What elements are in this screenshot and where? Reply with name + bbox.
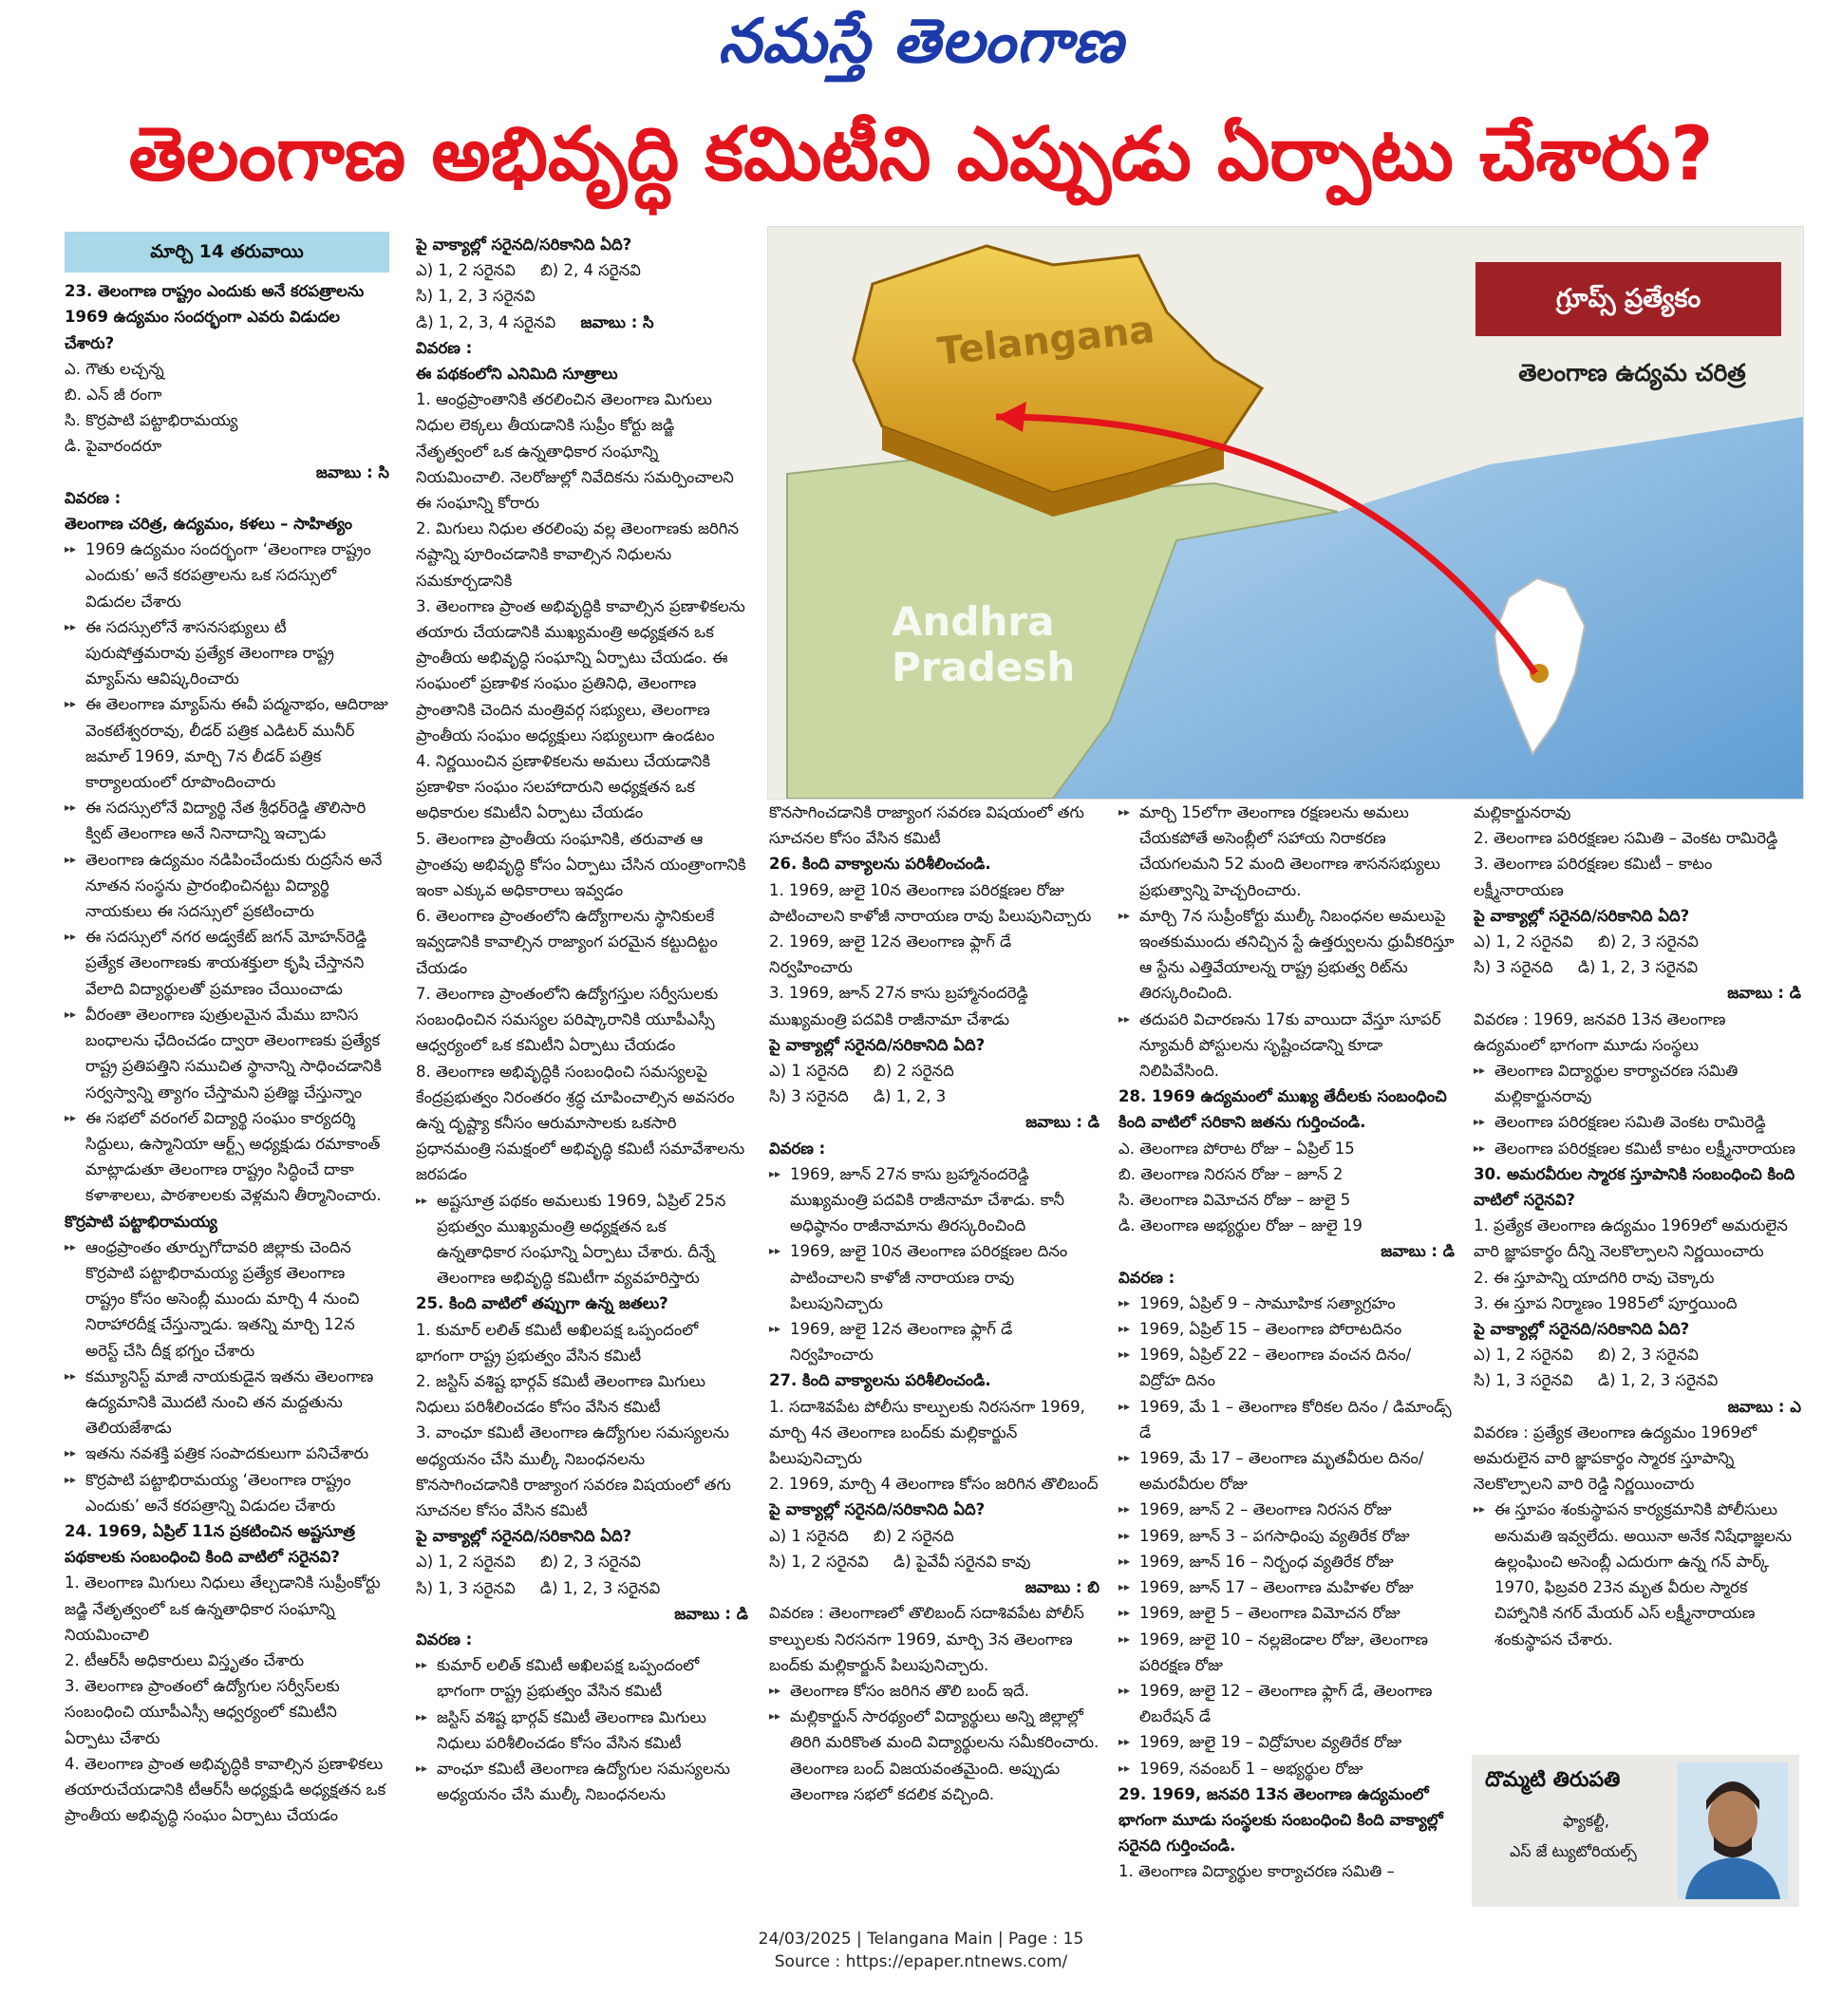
statement: 1. సదాశివపేట పోలీసు కాల్పులకు నిరసనగా 1969, మార్చి 4న తెలంగాణ బంద్‌కు మల్లికార్జున్ పిలుపునిచ్చారు [769,1397,1085,1468]
topic-heading: తెలంగాణ చరిత్ర, ఉద్యమం, కళలు – సాహిత్యం [65,515,352,534]
date-item: ▸▸ 1969, నవంబర్ 1 – అభ్యర్థుల రోజు [1118,1756,1455,1781]
option [1474,1342,1801,1367]
question: పై వాక్యాల్లో సరైనది/సరికానిది ఏది? [769,1035,986,1054]
option-c: సి) 1, 3 సరైనవి [1474,1371,1573,1390]
bullet: ▸▸ వాంఛూ కమిటీ తెలంగాణ ఉద్యోగుల సమస్యలను అధ్యయనం చేసి ముల్కీ నిబంధనలను [416,1756,748,1807]
bullet: ▸▸ తెలంగాణ పరిరక్షణల సమితి వెంకట రామిరెడ్డి [1474,1109,1801,1135]
map-label-telangana: Telangana [935,308,1157,374]
option-a: ఎ) 1 సరైనది [769,1062,849,1081]
column-5 [1474,800,1801,1749]
option-b: బి) 2, 3 సరైనవి [540,1553,641,1572]
statement: 2. టీఆర్‌సీ అధికారులు విస్తృతం చేశారు [65,1650,305,1669]
bullet: ▸▸ కమ్యూనిస్ట్ మాజీ నాయకుడైన ఇతను తెలంగాణ ఉద్యమానికి మొదటి నుంచి తన మద్దతును తెలియజేశాడు [65,1364,389,1441]
option-d: డి) 1, 2, 3 సరైనవి [1577,958,1699,977]
question-24: 24. 1969, ఏప్రిల్ 11న ప్రకటించిన అష్టసూత్ర పథకాలకు సంబంధించి కింది వాటిలో సరైనవి? [65,1521,355,1567]
person-icon [1678,1762,1788,1899]
point: 1. ఆంధ్రప్రాంతానికి తరలించిన తెలంగాణ మిగులు నిధుల లెక్కలు తీయడానికి సుప్రీం కోర్టు జడ్జి నేతృత్వంలో ఒక ఉన్నతాధికార సంఘాన్ని నియమించాలి. నెలరోజుల్లో నివేదికను సమర్పించాలని ఈ సంఘాన్ని కోరారు [416,390,734,513]
option [769,1058,1100,1083]
bullet: ▸▸ 1969, జులై 10న తెలంగాణ పరిరక్షణల దినం పాటించాలని కాళోజీ నారాయణ రావు పిలుపునిచ్చారు [769,1238,1100,1316]
date-item: ▸▸ 1969, జూన్ 16 – నిర్బంధ వ్యతిరేక రోజు [1118,1549,1455,1574]
bullet: ▸▸ ఈ సదస్సులోనే శాసనసభ్యులు టీ పురుషోత్తమరావు ప్రత్యేక తెలంగాణ రాష్ట్ర మ్యాప్‌ను ఆవిష్కరించారు [65,614,389,692]
bullet: ▸▸ తెలంగాణ ఉద్యమం నడిపించేందుకు రుద్రసేన అనే నూతన సంస్థను ప్రారంభించినట్టు విద్యార్థి నాయకులు ఈ సదస్సులో ప్రకటించారు [65,847,389,925]
bullet: ▸▸ మార్చి 7న సుప్రీంకోర్టు ముల్కీ నిబంధనల అమలుపై ఇంతకుముందు తనిచ్చిన స్టే ఉత్తర్వులను ధ్రువీకరిస్తూ ఆ స్టేను ఎత్తివేయాలన్న రాష్ట్ర ప్రభుత్వ రిట్‌ను తిరస్కరించింది. [1118,903,1455,1007]
line: మల్లికార్జునరావు [1474,803,1571,821]
bullet: ▸▸ ఇతను నవశక్తి పత్రిక సంపాదకులుగా పనిచేశారు [65,1441,389,1466]
option: డి. తెలంగాణ అభ్యర్థుల రోజు – జులై 19 [1118,1216,1363,1235]
bullet: ▸▸ 1969 ఉద్యమం సందర్భంగా ‘తెలంగాణ రాష్ట్రం ఎందుకు’ అనే కరపత్రాలను ఒక సదస్సులో విడుదల చేశారు [65,537,389,614]
section-subtitle: తెలంగాణ ఉద్యమ చరిత్ర [1518,359,1746,386]
point: 6. తెలంగాణ ప్రాంతంలోని ఉద్యోగాలను స్థానికులకే ఇవ్వడానికి కావాల్సిన రాజ్యాంగ పరమైన కట్టుదిట్టం చేయడం [416,907,718,977]
answer: జవాబు : సి [315,462,389,481]
statement: 1. తెలంగాణ విద్యార్థుల కార్యాచరణ సమితి – [1118,1862,1395,1881]
point: 2. మిగులు నిధుల తరలింపు వల్ల తెలంగాణకు జరిగిన నష్టాన్ని పూరించడానికి కావాల్సిన నిధులను సమకూర్చడానికి [416,519,739,590]
footer-date-page: 24/03/2025 | Telangana Main | Page : 15 [758,1930,1084,1949]
statement: 4. తెలంగాణ ప్రాంత అభివృద్ధికి కావాల్సిన ప్రణాళికలు తయారుచేయడానికి టీఆర్‌సీ అధ్యక్షుడి అధ్యక్షతన ఒక ప్రాంతీయ అభివృద్ధి సంఘం ఏర్పాటు చేయడం [65,1754,386,1825]
bullet: ▸▸ 1969, జూన్ 27న కాసు బ్రహ్మానందరెడ్డి ముఖ్యమంత్రి పదవికి రాజీనామా చేశాడు. కానీ అధిష్ఠానం రాజీనామాను తిరస్కరించింది [769,1161,1100,1239]
option [416,1575,748,1601]
question-27: 27. కింది వాక్యాలను పరిశీలించండి. [769,1371,991,1390]
date-item: ▸▸ 1969, జులై 5 – తెలంగాణ విమోచన రోజు [1118,1600,1455,1626]
question-23: 23. తెలంగాణ రాష్ట్రం ఎందుకు అనే కరపత్రాలను 1969 ఉద్యమం సందర్భంగా ఎవరు విడుదల చేశారు? [65,282,365,352]
bullet: ▸▸ ఈ సదస్సులో నగర అడ్వకేట్ జగన్ మోహన్‌రెడ్డి ప్రత్యేక తెలంగాణకు శాయశక్తులా కృషి చేస్తానని వేలాది విద్యార్థులతో ప్రమాణం చేయించాడు [65,924,389,1002]
bullet: ▸▸ మార్చి 15లోగా తెలంగాణ రక్షణలను అమలు చేయకపోతే అసెంబ్లీలో సహాయ నిరాకరణ చేయగలమని 52 మంది తెలంగాణ శాసనసభ్యులు ప్రభుత్వాన్ని హెచ్చరించారు. [1118,800,1455,903]
option [416,1549,748,1574]
point: 3. తెలంగాణ ప్రాంత అభివృద్ధికి కావాల్సిన ప్రణాళికలను తయారు చేయడానికి ముఖ్యమంత్రి అధ్యక్షతన ఒక ప్రాంతీయ అభివృద్ధి సంఘాన్ని ఏర్పాటు చేయడం. ఈ సంఘంలో ప్రణాళిక సంఘం ప్రతినిధి, తెలంగాణ ప్రాంతానికి చెందిన మంత్రివర్గ సభ్యులు, తెలంగాణ ప్రాంతీయ సంఘం అధ్యక్షులు సభ్యులుగా ఉండటం [416,596,745,744]
bullet: ▸▸ తెలంగాణ కోసం జరిగిన తొలి బంద్ ఇదే. [769,1678,1100,1704]
question-29: 29. 1969, జనవరి 13న తెలంగాణ ఉద్యమంలో భాగంగా మూడు సంస్థలకు సంబంధించి కింది వాక్యాల్లో సరైనది గుర్తించండి. [1118,1784,1443,1856]
option: బి. తెలంగాణ నిరసన రోజు – జూన్ 2 [1118,1164,1344,1183]
question: పై వాక్యాల్లో సరైనది/సరికానిది ఏది? [416,236,632,254]
date-item: ▸▸ 1969, జూన్ 3 – పగసాధింపు వ్యతిరేక రోజు [1118,1523,1455,1549]
sub-heading: కొర్రపాటి పట్టాభిరామయ్య [65,1212,217,1231]
option [769,1523,1100,1549]
date-item: ▸▸ 1969, ఏప్రిల్ 22 – తెలంగాణ వంచన దినం/ విద్రోహ దినం [1118,1342,1455,1393]
bullet: ▸▸ జస్టిస్ వశిష్ట భార్గవ్ కమిటీ తెలంగాణ మిగులు నిధులు పరిశీలించడం కోసం వేసిన కమిటీ [416,1705,748,1756]
statement: 3. తెలంగాణ ప్రాంతంలో ఉద్యోగుల సర్వీస్‌లకు సంబంధించి యూపీఎస్సీ ఆధ్వర్యంలో కమిటీని ఏర్పాటు చేశారు [65,1677,340,1747]
question: పై వాక్యాల్లో సరైనది/సరికానిది ఏది? [1474,1320,1690,1339]
option [769,1549,1100,1574]
answer: జవాబు : డి [1727,984,1801,1003]
masthead: నమస్తే తెలంగాణ [718,6,1124,77]
bullet: ▸▸ ఈ సదస్సులోనే విద్యార్థి నేత శ్రీధర్‌రెడ్డి తొలిసారి క్విట్ తెలంగాణ అనే నినాదాన్ని ఇచ్చాడు [65,795,389,846]
option-d: డి) 1, 2, 3 సరైనవి [1597,1371,1719,1390]
explanation-label: వివరణ : [416,1630,473,1649]
option-b: బి) 2, 3 సరైనవి [1598,1346,1699,1365]
option-d: డి) 1, 2, 3 [873,1087,947,1106]
question: పై వాక్యాల్లో సరైనది/సరికానిది ఏది? [769,1500,986,1519]
statement: 2. జస్టిస్ వశిష్ట భార్గవ్ కమిటీ తెలంగాణ మిగులు నిధులు పరిశీలించడం కోసం వేసిన కమిటీ [416,1371,705,1417]
map-label-pradesh: Pradesh [892,644,1076,690]
author-box [1472,1755,1799,1907]
point: 4. నిర్ణయించిన ప్రణాళికలను అమలు చేయడానికి ప్రణాళికా సంఘం సలహాదారుని అధ్యక్షతన ఒక అధికారుల కమిటీని ఏర్పాటు చేయడం [416,752,711,822]
explanation: వివరణ : ప్రత్యేక తెలంగాణ ఉద్యమం 1969లో అమరులైన వారి జ్ఞాపకార్థం స్మారక స్తూపాన్ని నెలకొల్పాలని వారి రెడ్డి నిర్ణయించారు [1474,1423,1757,1494]
author-photo [1678,1762,1788,1899]
option-d: డి) 1, 2, 3, 4 సరైనవి [416,312,556,331]
bullet: ▸▸ వీరంతా తెలంగాణ పుత్రులమైన మేము బానిస బంధాలను ఛేదించడం ద్వారా తెలంగాణకు ప్రత్యేక రాష్ట్ర ప్రతిపత్తిని సముచిత స్థానాన్ని సాధించడానికి సర్వస్వాన్ని త్యాగం చేస్తామని ప్రతిజ్ఞ చేస్తున్నాం [65,1002,389,1105]
explanation: వివరణ : 1969, జనవరి 13న తెలంగాణ ఉద్యమంలో భాగంగా మూడు సంస్థలు [1474,1009,1726,1054]
question-26: 26. కింది వాక్యాలను పరిశీలించండి. [769,855,991,874]
option-a: ఎ) 1, 2 సరైనవి [416,1553,516,1572]
date-item: ▸▸ 1969, మే 1 – తెలంగాణ కోరికల దినం / డిమాండ్స్ డే [1118,1394,1455,1445]
point: 7. తెలంగాణ ప్రాంతంలోని ఉద్యోగస్తుల సర్వీసులకు సంబంధించిన సమస్యల పరిష్కారానికి యూపీఎస్సీ ఆధ్వర్యంలో ఒక కమిటీని ఏర్పాటు చేయడం [416,984,719,1055]
answer: జవాబు : డి [674,1604,748,1623]
sub-heading: ఈ పథకంలోని ఎనిమిది సూత్రాలు [416,365,618,384]
date-item: ▸▸ 1969, జూన్ 17 – తెలంగాణ మహిళల రోజు [1118,1574,1455,1600]
option [1474,1367,1801,1393]
question: పై వాక్యాల్లో సరైనది/సరికానిది ఏది? [1474,906,1690,925]
option: సి. కొర్రపాటి పట్టాభిరామయ్య [65,411,238,430]
option-b: బి) 2 సరైనది [874,1526,954,1545]
option-a: ఎ) 1, 2 సరైనవి [416,261,516,280]
option-a: ఎ) 1, 2 సరైనవి [1474,1346,1573,1365]
date-item: ▸▸ 1969, ఏప్రిల్ 9 – సామూహిక సత్యాగ్రహం [1118,1291,1455,1316]
date-item: ▸▸ 1969, మే 17 – తెలంగాణ మృతవీరుల దినం/ అమరవీరుల రోజు [1118,1445,1455,1497]
statement: 3. ఈ స్తూప నిర్మాణం 1985లో పూర్తయింది [1474,1293,1738,1312]
statement: 1. కుమార్ లలిత్ కమిటీ అఖిలపక్ష ఒప్పందంలో భాగంగా రాష్ట్ర ప్రభుత్వం వేసిన కమిటీ [416,1320,699,1365]
question-28: 28. 1969 ఉద్యమంలో ముఖ్య తేదీలకు సంబంధించి కింది వాటిలో సరికాని జతను గుర్తించండి. [1118,1087,1447,1132]
option-a: ఎ) 1, 2 సరైనవి [1474,933,1573,951]
option [769,1083,1100,1109]
map-label-andhra: Andhra [892,598,1055,645]
explanation-label: వివరణ : [1118,1268,1175,1287]
point: 5. తెలంగాణ ప్రాంతీయ సంఘానికి, తరువాత ఆ ప్రాంతపు అభివృద్ధి కోసం ఏర్పాటు చేసిన యంత్రాంగానికి ఇంకా ఎక్కువ అధికారాలు ఇవ్వడం [416,829,746,900]
option: ఎ. గౌతు లచ్చన్న [65,359,164,378]
question-30: 30. అమరవీరుల స్మారక స్తూపానికి సంబంధించి కింది వాటిలో సరైనవి? [1474,1164,1795,1210]
answer: జవాబు : బి [1024,1578,1100,1597]
option-d: డి) 1, 2, 3 సరైనవి [539,1578,661,1597]
footer-source[interactable]: Source : https://epaper.ntnews.com/ [774,1952,1068,1971]
author-name: దొమ్మటి తిరుపతి [1485,1768,1621,1792]
option: సి. తెలంగాణ విమోచన రోజు – జులై 5 [1118,1191,1351,1210]
answer: జవాబు : ఎ [1727,1397,1801,1416]
page-footer [0,1928,1842,1973]
statement: 2. 1969, జులై 12న తెలంగాణ ఫ్లాగ్ డే నిర్వహించారు [769,933,1012,977]
date-item: ▸▸ 1969, ఏప్రిల్ 15 – తెలంగాణ పోరాటదినం [1118,1316,1455,1342]
option-b: బి) 2, 4 సరైనవి [540,261,641,280]
option-b: బి) 2, 3 సరైనవి [1598,933,1699,951]
headline: తెలంగాణ అభివృద్ధి కమిటీని ఎప్పుడు ఏర్పాటు చేశారు? [128,112,1714,198]
column-4 [1118,800,1455,1901]
question-25: 25. కింది వాటిలో తప్పుగా ఉన్న జతలు? [416,1294,668,1313]
bullet: ▸▸ కొర్రపాటి పట్టాభిరామయ్య ‘తెలంగాణ రాష్ట్రం ఎందుకు’ అనే కరపత్రాన్ని విడుదల చేశారు [65,1467,389,1518]
option-c: సి) 1, 2 సరైనవి [769,1552,869,1571]
continuation-box: మార్చి 14 తరువాయి [65,232,389,273]
groups-special-badge: గ్రూప్స్ ప్రత్యేకం [1475,262,1781,336]
option-b: బి) 2 సరైనది [874,1062,954,1081]
statement: 2. 1969, మార్చి 4 తెలంగాణ కోసం జరిగిన తొలిబంద్ [769,1475,1099,1494]
option: సి) 1, 2, 3 సరైనవి [416,287,536,306]
statement: 1. తెలంగాణ మిగులు నిధులు తేల్చడానికి సుప్రీంకోర్టు జడ్జి నేతృత్వంలో ఒక ఉన్నతాధికార సంఘాన్ని నియమించాలి [65,1573,381,1644]
option-c: సి) 1, 3 సరైనవి [416,1578,516,1597]
option [1474,929,1801,954]
column-2 [416,232,748,1903]
explanation: వివరణ : తెలంగాణలో తొలిబంద్ సదాశివపేట పోలీస్ కాల్పులకు నిరసనగా 1969, మార్చి 3న తెలంగాణ బంద్‌కు మల్లికార్జున్ పిలుపునిచ్చారు. [769,1604,1084,1674]
statement: 1. ప్రత్యేక తెలంగాణ ఉద్యమం 1969లో అమరులైన వారి జ్ఞాపకార్థం దీన్ని నెలకొల్పాలని నిర్ణయించారు [1474,1216,1788,1261]
answer: జవాబు : సి [580,312,654,331]
bullet: ▸▸ తెలంగాణ విద్యార్థుల కార్యాచరణ సమితి మల్లికార్జునరావు [1474,1058,1801,1109]
option: డి. పైవారందరూ [65,437,162,456]
column-1 [65,232,389,1903]
date-item: ▸▸ 1969, జూన్ 2 – తెలంగాణ నిరసన రోజు [1118,1497,1455,1522]
bullet: ▸▸ అష్టసూత్ర పథకం అమలుకు 1969, ఏప్రిల్ 25న ప్రభుత్వం ముఖ్యమంత్రి అధ్యక్షతన ఒక ఉన్నతాధికార సంఘాన్ని ఏర్పాటు చేశారు. దీన్నే తెలంగాణ అభివృద్ధి కమిటీగా వ్యవహరిస్తారు [416,1188,748,1291]
bullet: ▸▸ 1969, జులై 12న తెలంగాణ ఫ్లాగ్ డే నిర్వహించారు [769,1316,1100,1367]
date-item: ▸▸ 1969, జులై 10 – నల్లజెండాల రోజు, తెలంగాణ పరిరక్షణ రోజు [1118,1627,1455,1678]
option [416,310,748,335]
statement: 2. తెలంగాణ పరిరక్షణల సమితి – వెంకట రామిరెడ్డి [1474,829,1778,848]
statement: 3. 1969, జూన్ 27న కాసు బ్రహ్మానందరెడ్డి ముఖ్యమంత్రి పదవికి రాజీనామా చేశాడు [769,984,1028,1028]
bullet: ▸▸ తదుపరి విచారణను 17కు వాయిదా వేస్తూ సూపర్ న్యూమరీ పోస్టులను సృష్టించడాన్ని కూడా నిలిపివేసింది. [1118,1007,1455,1084]
option-a: ఎ) 1 సరైనది [769,1526,849,1545]
bullet: ▸▸ కుమార్ లలిత్ కమిటీ అఖిలపక్ష ఒప్పందంలో భాగంగా రాష్ట్ర ప్రభుత్వం వేసిన కమిటీ [416,1652,748,1704]
column-3 [769,800,1100,1901]
author-role: ఫ్యాకల్టీ, [1563,1812,1609,1830]
answer: జవాబు : డి [1025,1113,1100,1132]
explanation-label: వివరణ : [416,338,473,357]
point: 8. తెలంగాణ అభివృద్ధికి సంబంధించి సమస్యలపై కేంద్రప్రభుత్వం నిరంతరం శ్రద్ధ చూపించాల్సిన అవసరం ఉన్న దృష్ట్యా కనీసం ఆరుమాసాలకు ఒకసారి ప్రధానమంత్రి సమక్షంలో అభివృద్ధి కమిటీ సమావేశాలను జరపడం [416,1062,745,1184]
date-item: ▸▸ 1969, జులై 19 – విద్రోహుల వ్యతిరేక రోజు [1118,1729,1455,1755]
explanation-label: వివరణ : [65,488,122,507]
option-d: డి) పైవేవీ సరైనవి కావు [893,1552,1031,1571]
answer: జవాబు : డి [1381,1242,1455,1261]
explanation-label: వివరణ : [769,1139,826,1158]
statement: 1. 1969, జులై 10న తెలంగాణ పరిరక్షణల రోజు పాటించాలని కాళోజీ నారాయణ రావు పిలుపునిచ్చారు [769,880,1092,925]
bullet: ▸▸ ఆంధ్రప్రాంతం తూర్పుగోదావరి జిల్లాకు చెందిన కొర్రపాటి పట్టాభిరామయ్య ప్రత్యేక తెలంగాణ రాష్ట్రం కోసం అసెంబ్లీ ముందు మార్చి 4 నుంచి నిరాహారదీక్ష చేస్తున్నాడు. ఇతన్ని మార్చి 12న అరెస్ట్ చేసి దీక్ష భగ్నం చేశారు [65,1234,389,1364]
option: బి. ఎన్ జీ రంగా [65,386,162,405]
bullet: ▸▸ ఈ స్తూపం శంకుస్థాపన కార్యక్రమానికి పోలీసులు అనుమతి ఇవ్వలేదు. అయినా అనేక నిషేధాజ్ఞలను ఉల్లంఘించి అసెంబ్లీ ఎదురుగా ఉన్న గన్ పార్క్ 1970, ఫిబ్రవరి 23న మృత వీరుల స్మారక చిహ్నానికి నగర్ మేయర్ ఎస్ లక్ష్మీనారాయణ శంకుస్థాపన చేశారు. [1474,1497,1801,1651]
bullet: ▸▸ ఈ సభలో వరంగల్ విద్యార్థి సంఘం కార్యదర్శి సిద్దులు, ఉస్మానియా ఆర్ట్స్ అధ్యక్షుడు రమాకాంత్ మాట్లాడుతూ తెలంగాణ రాష్ట్రం సిద్ధించే దాకా కళాశాలలు, పాఠశాలలకు వెళ్లమని తీర్మానించారు. [65,1105,389,1209]
bullet: ▸▸ తెలంగాణ పరిరక్షణల కమిటీ కాటం లక్ష్మీనారాయణ [1474,1136,1801,1161]
option [1474,954,1801,980]
option: ఎ. తెలంగాణ పోరాట రోజు – ఏప్రిల్ 15 [1118,1139,1355,1158]
option-c: సి) 3 సరైనది [769,1087,849,1106]
line: కొనసాగించడానికి రాజ్యాంగ సవరణ విషయంలో తగు సూచనల కోసం వేసిన కమిటీ [769,803,1084,848]
bullet: ▸▸ మల్లికార్జున్ సారథ్యంలో విద్యార్థులు అన్ని జిల్లాల్లో తిరిగి మరికొంత మంది విద్యార్థులను సమీకరించారు. తెలంగాణ బంద్ విజయవంతమైంది. అప్పుడు తెలంగాణ సభలో కదలిక వచ్చింది. [769,1704,1100,1807]
bullet: ▸▸ ఈ తెలంగాణ మ్యాప్‌ను ఈవీ పద్మనాభం, ఆదిరాజు వెంకటేశ్వరరావు, లీడర్ పత్రిక ఎడిటర్ మునీర్ జమాల్ 1969, మార్చి 7న లీడర్ పత్రిక కార్యాలయంలో రూపొందించారు [65,691,389,795]
date-item: ▸▸ 1969, జులై 12 – తెలంగాణ ఫ్లాగ్ డే, తెలంగాణ లిబరేషన్ డే [1118,1678,1455,1729]
statement: 3. తెలంగాణ పరిరక్షణల కమిటీ – కాటం లక్ష్మీనారాయణ [1474,855,1713,899]
author-institute: ఎస్ జే ట్యుటోరియల్స్ [1510,1842,1637,1860]
option [416,257,748,283]
question: పై వాక్యాల్లో సరైనది/సరికానిది ఏది? [416,1527,632,1546]
statement: 3. వాంఛూ కమిటీ తెలంగాణ ఉద్యోగుల సమస్యలను అధ్యయనం చేసి ముల్కీ నిబంధనలను కొనసాగించడానికి రాజ్యాంగ సవరణ విషయంలో తగు సూచనల కోసం వేసిన కమిటీ [416,1423,731,1519]
option-c: సి) 3 సరైనది [1474,958,1553,977]
statement: 2. ఈ స్తూపాన్ని యాదగిరి రావు చెక్కారు [1474,1268,1715,1287]
